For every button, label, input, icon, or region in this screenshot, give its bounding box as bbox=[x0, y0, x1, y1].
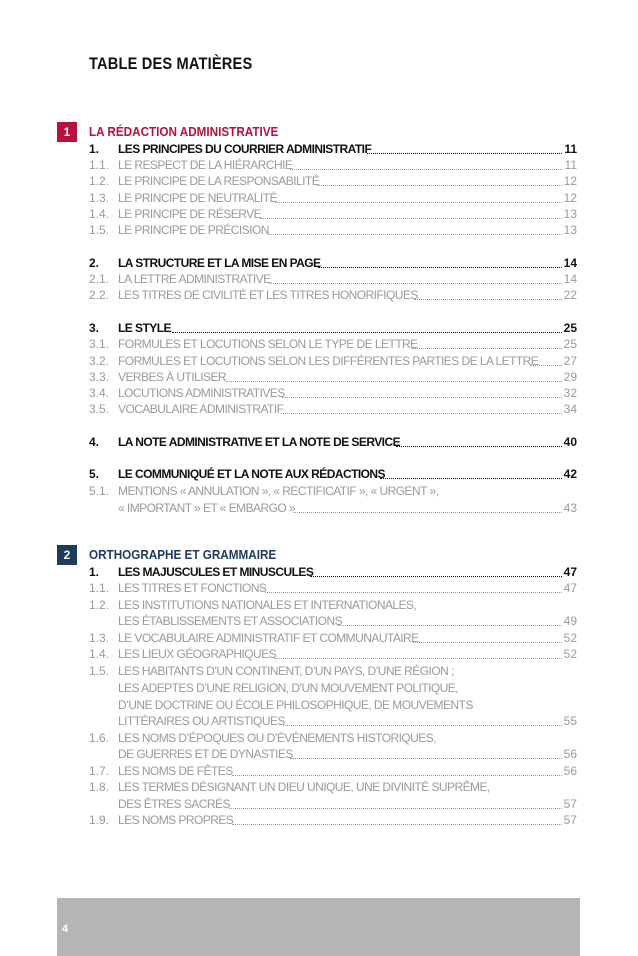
dot-leader bbox=[338, 625, 561, 626]
dot-leader bbox=[413, 642, 562, 643]
dot-leader bbox=[396, 446, 562, 447]
page-title: TABLE DES MATIÈRES bbox=[89, 54, 253, 73]
toc-entry-number: 3.1. bbox=[89, 337, 110, 351]
toc-entry-number: 1.2. bbox=[89, 174, 110, 188]
toc-entry-title: LE STYLE bbox=[118, 321, 171, 335]
toc-entry-number: 1.4. bbox=[89, 647, 110, 661]
toc-entry-title: LES TITRES DE CIVILITÉ ET LES TITRES HONORIFIQUES bbox=[118, 288, 418, 302]
toc-entry-title: LES TITRES ET FONCTIONS bbox=[118, 581, 267, 595]
section-1-badge: 1 bbox=[57, 122, 77, 142]
dot-leader bbox=[530, 365, 562, 366]
toc-entry[interactable] bbox=[89, 222, 577, 238]
dot-leader bbox=[380, 478, 562, 479]
toc-entry-number: 1.5. bbox=[89, 223, 110, 237]
toc-entry-number: 2.1. bbox=[89, 272, 110, 286]
toc-entry-page: 12 bbox=[563, 191, 577, 205]
dot-leader bbox=[268, 234, 562, 235]
toc-entry-title: LES PRINCIPES DU COURRIER ADMINISTRATIF bbox=[118, 142, 372, 156]
toc-entry-page: 52 bbox=[563, 631, 577, 645]
toc-entry-title: LE PRINCIPE DE RÉSERVE bbox=[118, 207, 262, 221]
toc-entry[interactable] bbox=[89, 730, 577, 746]
toc-entry-title: LES ÉTABLISSEMENTS ET ASSOCIATIONS bbox=[118, 614, 343, 628]
toc-entry-title: LES INSTITUTIONS NATIONALES ET INTERNATIONALES, bbox=[118, 598, 417, 612]
dot-leader bbox=[367, 153, 562, 154]
toc-entry[interactable] bbox=[89, 796, 577, 812]
toc-entry-number: 1.2. bbox=[89, 598, 110, 612]
toc-entry[interactable] bbox=[89, 500, 577, 516]
toc-entry[interactable] bbox=[89, 564, 577, 580]
toc-entry-page: 13 bbox=[563, 207, 577, 221]
toc-entry[interactable] bbox=[89, 369, 577, 385]
dot-leader bbox=[318, 267, 562, 268]
toc-entry-page: 49 bbox=[563, 614, 577, 628]
toc-entry[interactable] bbox=[89, 466, 577, 482]
toc-entry-title: LITTÉRAIRES OU ARTISTIQUES bbox=[118, 714, 285, 728]
toc-entry-title: « IMPORTANT » ET « EMBARGO » bbox=[118, 501, 296, 515]
toc-entry[interactable] bbox=[89, 271, 577, 287]
toc-entry-page: 55 bbox=[563, 714, 577, 728]
toc-entry-number: 1.3. bbox=[89, 191, 110, 205]
dot-leader bbox=[265, 592, 562, 593]
toc-entry[interactable] bbox=[89, 613, 577, 629]
dot-leader bbox=[172, 332, 562, 333]
dot-leader bbox=[310, 576, 562, 577]
toc-entry-number: 2.2. bbox=[89, 288, 110, 302]
toc-entry-number: 1. bbox=[89, 142, 100, 156]
toc-entry-number: 2. bbox=[89, 256, 100, 270]
toc-entry-title: LE COMMUNIQUÉ ET LA NOTE AUX RÉDACTIONS bbox=[118, 467, 385, 481]
toc-entry-title: LE VOCABULAIRE ADMINISTRATIF ET COMMUNAUTAIRE bbox=[118, 631, 419, 645]
toc-entry-number: 3. bbox=[89, 321, 100, 335]
toc-entry-title: LES HABITANTS D’UN CONTINENT, D’UN PAYS, D’UNE RÉGION ; bbox=[118, 664, 454, 678]
dot-leader bbox=[317, 185, 562, 186]
toc-entry[interactable] bbox=[89, 336, 577, 352]
dot-leader bbox=[290, 169, 562, 170]
toc-entry[interactable] bbox=[89, 206, 577, 222]
toc-entry-title: LES NOMS DE FÊTES bbox=[118, 764, 233, 778]
toc-entry[interactable] bbox=[89, 320, 577, 336]
toc-entry-page: 32 bbox=[563, 386, 577, 400]
toc-entry-page: 22 bbox=[563, 288, 577, 302]
section-1-title: LA RÉDACTION ADMINISTRATIVE bbox=[89, 124, 279, 139]
toc-entry-title: VERBES À UTILISER bbox=[118, 370, 227, 384]
toc-entry-number: 4. bbox=[89, 435, 100, 449]
toc-entry[interactable] bbox=[89, 663, 577, 679]
toc-entry-page: 47 bbox=[563, 581, 577, 595]
toc-entry[interactable] bbox=[89, 157, 577, 173]
toc-entry-title: LES MAJUSCULES ET MINUSCULES bbox=[118, 565, 314, 579]
dot-leader bbox=[293, 512, 561, 513]
toc-entry-title: LE RESPECT DE LA HIÉRARCHIE bbox=[118, 158, 293, 172]
dot-leader bbox=[282, 397, 561, 398]
toc-entry-title: LA NOTE ADMINISTRATIVE ET LA NOTE DE SERVICE bbox=[118, 435, 401, 449]
toc-entry[interactable] bbox=[89, 746, 577, 762]
dot-leader bbox=[414, 299, 562, 300]
toc-entry-page: 40 bbox=[563, 435, 577, 449]
dot-leader bbox=[232, 824, 562, 825]
toc-entry[interactable] bbox=[89, 713, 577, 729]
toc-entry-number: 3.3. bbox=[89, 370, 110, 384]
toc-entry[interactable] bbox=[89, 173, 577, 189]
dot-leader bbox=[226, 381, 562, 382]
toc-entry-page: 27 bbox=[563, 354, 577, 368]
toc-entry[interactable] bbox=[89, 385, 577, 401]
toc-entry-title: LE PRINCIPE DE NEUTRALITÉ bbox=[118, 191, 277, 205]
dot-leader bbox=[260, 218, 562, 219]
toc-entry-page: 14 bbox=[563, 256, 577, 270]
toc-entry-page: 11 bbox=[564, 158, 577, 172]
toc-entry-page: 43 bbox=[563, 501, 577, 515]
toc-entry-number: 5. bbox=[89, 467, 100, 481]
toc-entry-page: 25 bbox=[563, 337, 577, 351]
toc-entry-number: 1. bbox=[89, 565, 100, 579]
dot-leader bbox=[274, 658, 562, 659]
toc-entry-title: LES NOMS D’ÉPOQUES OU D’ÉVÉNEMENTS HISTORIQUES, bbox=[118, 731, 436, 745]
toc-entry-title: LA STRUCTURE ET LA MISE EN PAGE bbox=[118, 256, 321, 270]
toc-entry-number: 1.1. bbox=[89, 158, 110, 172]
toc-entry-title: DE GUERRES ET DE DYNASTIES bbox=[118, 747, 293, 761]
toc-entry-title: LE PRINCIPE DE PRÉCISION bbox=[118, 223, 269, 237]
toc-entry-page: 56 bbox=[563, 747, 577, 761]
dot-leader bbox=[283, 725, 562, 726]
toc-entry-number: 1.7. bbox=[89, 764, 110, 778]
footer-bar bbox=[57, 898, 580, 956]
dot-leader bbox=[229, 808, 562, 809]
toc-entry[interactable] bbox=[89, 255, 577, 271]
section-2-title: ORTHOGRAPHE ET GRAMMAIRE bbox=[89, 547, 277, 562]
toc-entry-number: 1.6. bbox=[89, 731, 110, 745]
dot-leader bbox=[232, 775, 562, 776]
toc-entry-title: LES LIEUX GÉOGRAPHIQUES bbox=[118, 647, 277, 661]
toc-entry-title: VOCABULAIRE ADMINISTRATIF bbox=[118, 402, 284, 416]
toc-entry-page: 52 bbox=[563, 647, 577, 661]
toc-entry[interactable] bbox=[89, 779, 577, 795]
toc-entry-page: 12 bbox=[563, 174, 577, 188]
toc-entry[interactable] bbox=[89, 353, 577, 369]
page-number: 4 bbox=[62, 923, 69, 935]
toc-entry[interactable] bbox=[89, 434, 577, 450]
toc-entry-title: MENTIONS « ANNULATION », « RECTIFICATIF », « URGENT », bbox=[118, 484, 439, 498]
toc-entry[interactable] bbox=[89, 287, 577, 303]
toc-entry[interactable] bbox=[89, 646, 577, 662]
dot-leader bbox=[281, 413, 561, 414]
toc-entry[interactable] bbox=[89, 190, 577, 206]
toc-entry[interactable] bbox=[89, 401, 577, 417]
toc-entry[interactable] bbox=[89, 580, 577, 596]
toc-entry[interactable] bbox=[89, 483, 577, 499]
toc-entry[interactable] bbox=[89, 680, 577, 696]
dot-leader bbox=[412, 348, 562, 349]
toc-entry-number: 1.4. bbox=[89, 207, 110, 221]
toc-entry-page: 57 bbox=[563, 813, 577, 827]
toc-entry-title: LES NOMS PROPRES bbox=[118, 813, 234, 827]
toc-entry[interactable] bbox=[89, 630, 577, 646]
toc-entry-page: 13 bbox=[563, 223, 577, 237]
toc-entry-page: 34 bbox=[563, 402, 577, 416]
dot-leader bbox=[275, 202, 561, 203]
toc-entry-title: DES ÊTRES SACRÉS bbox=[118, 797, 230, 811]
toc-entry[interactable] bbox=[89, 597, 577, 613]
toc-entry-title: LOCUTIONS ADMINISTRATIVES bbox=[118, 386, 285, 400]
toc-entry-page: 47 bbox=[563, 565, 577, 579]
toc-entry[interactable] bbox=[89, 812, 577, 828]
toc-entry-title: D’UNE DOCTRINE OU ÉCOLE PHILOSOPHIQUE, DE MOUVEMENTS bbox=[118, 698, 473, 712]
toc-entry-page: 42 bbox=[563, 467, 577, 481]
toc-entry-page: 14 bbox=[563, 272, 577, 286]
toc-entry-number: 1.5. bbox=[89, 664, 110, 678]
toc-entry-title: LA LETTRE ADMINISTRATIVE bbox=[118, 272, 271, 286]
toc-entry-page: 11 bbox=[564, 142, 577, 156]
toc-entry-page: 57 bbox=[563, 797, 577, 811]
toc-entry-number: 1.1. bbox=[89, 581, 110, 595]
toc-entry[interactable] bbox=[89, 697, 577, 713]
dot-leader bbox=[269, 283, 561, 284]
toc-entry-number: 1.3. bbox=[89, 631, 110, 645]
toc-entry-title: FORMULES ET LOCUTIONS SELON LE TYPE DE LETTRE bbox=[118, 337, 418, 351]
toc-entry[interactable] bbox=[89, 763, 577, 779]
toc-entry-number: 1.8. bbox=[89, 780, 110, 794]
toc-entry-number: 3.2. bbox=[89, 354, 110, 368]
toc-entry-title: FORMULES ET LOCUTIONS SELON LES DIFFÉRENTES PARTIES DE LA LETTRE bbox=[118, 354, 539, 368]
toc-entry-page: 56 bbox=[563, 764, 577, 778]
section-2-badge: 2 bbox=[57, 545, 77, 565]
toc-entry-page: 29 bbox=[563, 370, 577, 384]
toc-entry[interactable] bbox=[89, 141, 577, 157]
toc-entry-number: 5.1. bbox=[89, 484, 110, 498]
toc-entry-number: 3.5. bbox=[89, 402, 110, 416]
toc-entry-title: LES ADEPTES D’UNE RELIGION, D’UN MOUVEMENT POLITIQUE, bbox=[118, 681, 459, 695]
toc-entry-number: 3.4. bbox=[89, 386, 110, 400]
toc-entry-page: 25 bbox=[563, 321, 577, 335]
toc-entry-title: LES TERMES DÉSIGNANT UN DIEU UNIQUE, UNE DIVINITÉ SUPRÊME, bbox=[118, 780, 490, 794]
dot-leader bbox=[290, 758, 561, 759]
toc-entry-title: LE PRINCIPE DE LA RESPONSABILITÉ bbox=[118, 174, 320, 188]
toc-entry-number: 1.9. bbox=[89, 813, 110, 827]
